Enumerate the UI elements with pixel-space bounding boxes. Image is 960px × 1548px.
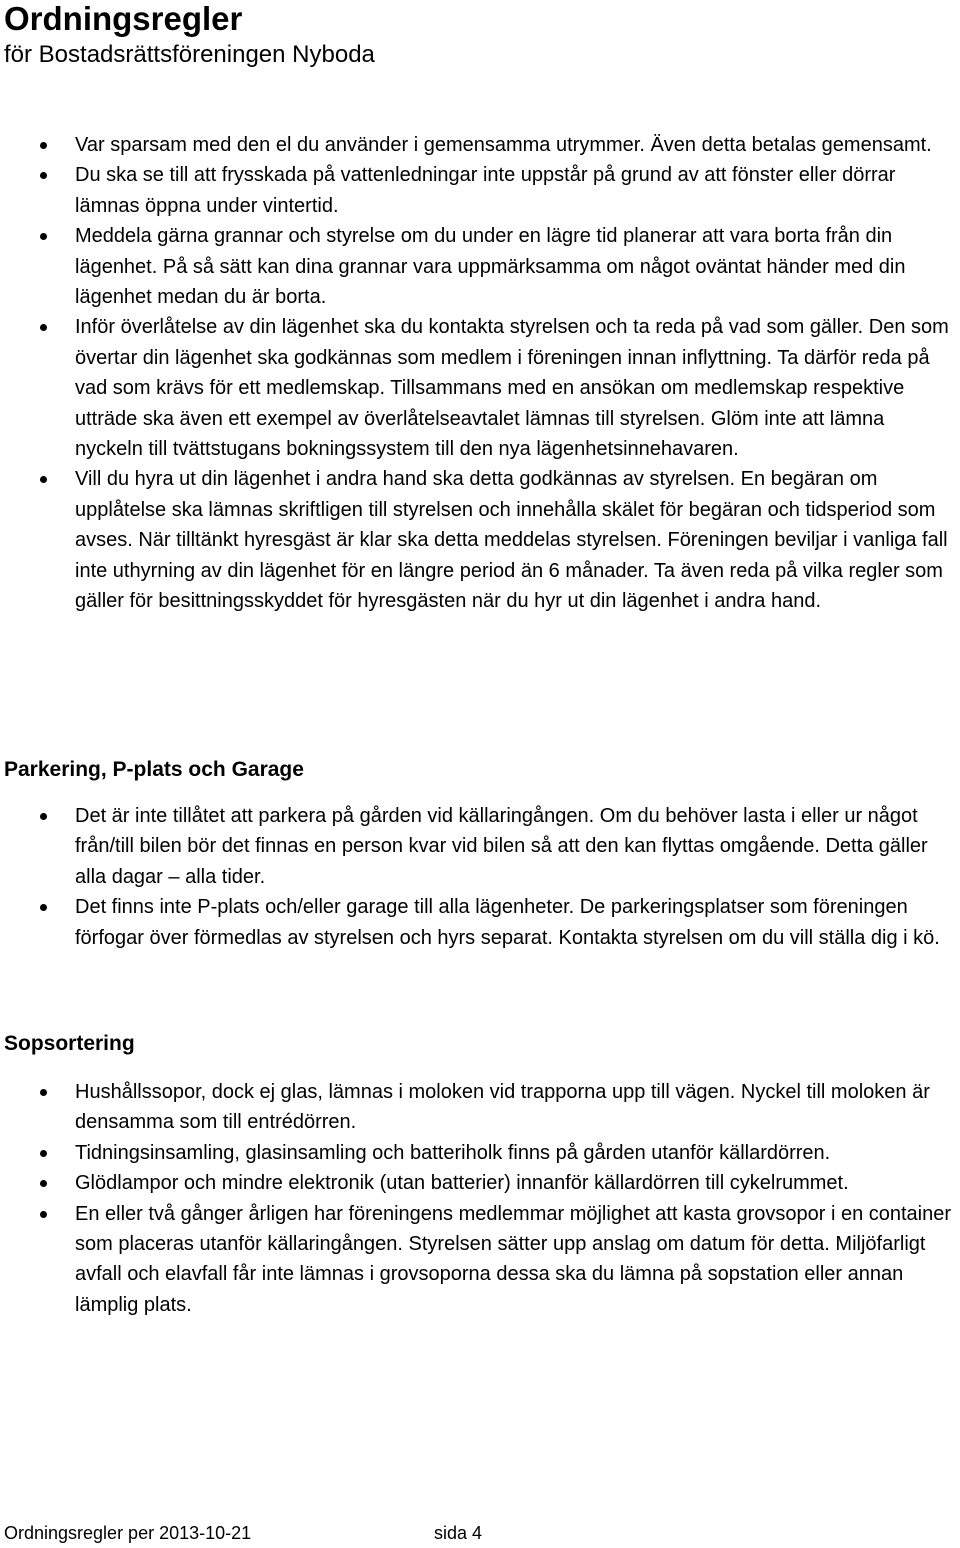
list-item: Hushållssopor, dock ej glas, lämnas i moloken vid trapporna upp till vägen. Nyckel till moloken är densamma som till entrédörren.: [0, 1077, 960, 1138]
waste-list: [0, 1077, 960, 1320]
page-number: sida 4: [434, 1523, 483, 1543]
list-item: Glödlampor och mindre elektronik (utan batterier) innanför källardörren till cykelrummet.: [0, 1168, 960, 1198]
list-item: Var sparsam med den el du använder i gemensamma utrymmer. Även detta betalas gemensamt.: [0, 130, 960, 160]
page-footer: [4, 1522, 483, 1544]
footer-document-date: Ordningsregler per 2013-10-21: [4, 1523, 252, 1543]
section-heading-parking: Parkering, P-plats och Garage: [4, 758, 304, 781]
intro-list: [0, 130, 960, 617]
document-subtitle: för Bostadsrättsföreningen Nyboda: [4, 41, 375, 68]
section-heading-waste: Sopsortering: [4, 1032, 135, 1055]
list-item: Vill du hyra ut din lägenhet i andra hand ska detta godkännas av styrelsen. En begäran om upplåtelse ska lämnas skriftligen till styrelsen och innehålla skälet för begäran och tidsperiod som avses. När tilltänkt hyresgäst är klar ska detta meddelas styrelsen. Föreningen beviljar i vanliga fall inte uthyrning av din lägenhet för en längre period än 6 månader. Ta även reda på vilka regler som gäller för besittningsskyddet för hyresgästen när du hyr ut din lägenhet i andra hand.: [0, 464, 960, 616]
list-item: En eller två gånger årligen har föreningens medlemmar möjlighet att kasta grovsopor i en container som placeras utanför källaringången. Styrelsen sätter upp anslag om datum för detta. Miljöfarligt avfall och elavfall får inte lämnas i grovsoporna dessa ska du lämna på sopstation eller annan lämplig plats.: [0, 1199, 960, 1321]
list-item: Meddela gärna grannar och styrelse om du under en lägre tid planerar att vara borta från din lägenhet. På så sätt kan dina grannar vara uppmärksamma om något oväntat händer med din lägenhet medan du är borta.: [0, 221, 960, 312]
list-item: Det finns inte P-plats och/eller garage till alla lägenheter. De parkeringsplatser som föreningen förfogar över förmedlas av styrelsen och hyrs separat. Kontakta styrelsen om du vill ställa dig i kö.: [0, 892, 960, 953]
list-item: Inför överlåtelse av din lägenhet ska du kontakta styrelsen och ta reda på vad som gäller. Den som övertar din lägenhet ska godkännas som medlem i föreningen innan inflyttning. Ta därför reda på vad som krävs för ett medlemskap. Tillsammans med en ansökan om medlemskap respektive utträde ska även ett exempel av överlåtelseavtalet lämnas till styrelsen. Glöm inte att lämna nyckeln till tvättstugans bokningssystem till den nya lägenhetsinnehavaren.: [0, 312, 960, 464]
list-item: Du ska se till att frysskada på vattenledningar inte uppstår på grund av att fönster eller dörrar lämnas öppna under vintertid.: [0, 160, 960, 221]
document-title: Ordningsregler: [4, 0, 243, 37]
list-item: Tidningsinsamling, glasinsamling och batteriholk finns på gården utanför källardörren.: [0, 1138, 960, 1168]
list-item: Det är inte tillåtet att parkera på gården vid källaringången. Om du behöver lasta i eller ur något från/till bilen bör det finnas en person kvar vid bilen så att den kan flyttas omgående. Detta gäller alla dagar – alla tider.: [0, 801, 960, 892]
parking-list: [0, 801, 960, 953]
